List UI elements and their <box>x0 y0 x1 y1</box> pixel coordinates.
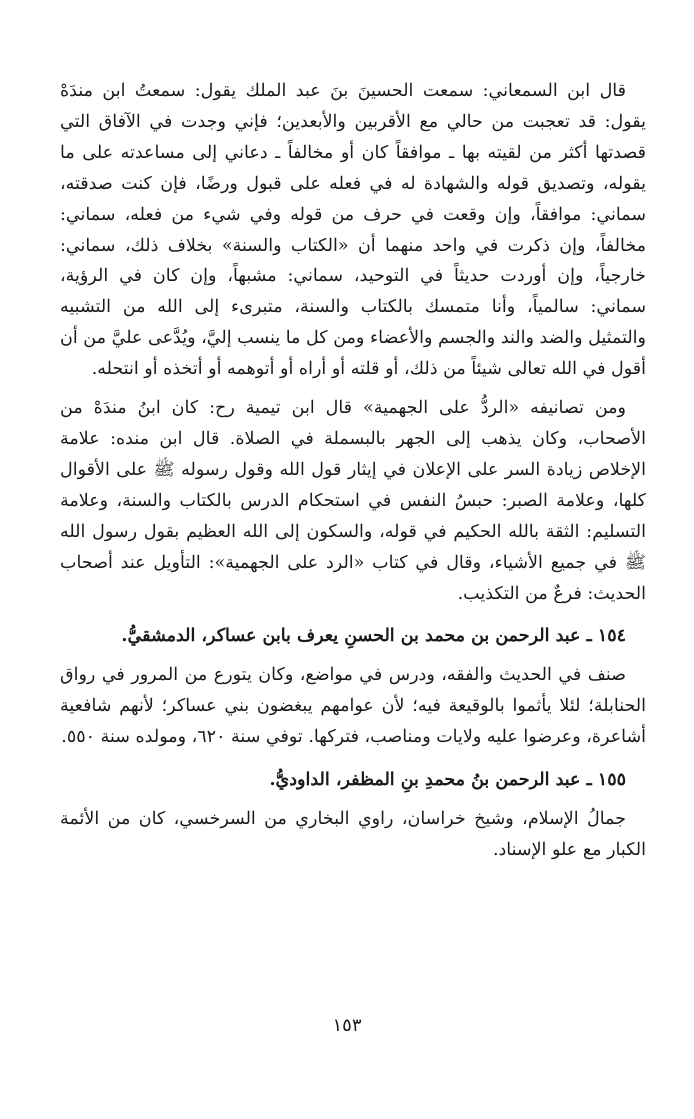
page-number: ١٥٣ <box>332 1015 362 1036</box>
entry-text-154: صنف في الحديث والفقه، ودرس في مواضع، وكان يتورع من المرور في رواق الحنابلة؛ لئلا يأثموا بالوقيعة فيه؛ لأن عوامهم يبغضون بني عساكر؛ لأنهم شافعية أشاعرة، وعرضوا عليه ولايات ومناصب، فتركها. توفي سنة ٦٢٠، ومولده سنة ٥٥٠. <box>60 665 646 748</box>
paragraph-radd-al-jahmiyya: ومن تصانيفه «الردُّ على الجهمية» قال ابن تيمية رح: كان ابنُ مندَهْ من الأصحاب، وكان يذهب إلى الجهر بالبسملة في الصلاة. قال ابن منده: علامة الإخلاص زيادة السر على الإعلان في إيثار قول الله وقول رسوله ﷺ على الأقوال كلها، وعلامة الصبر: حبسُ النفس في استحكام الدرس بالكتاب والسنة، وعلامة التسليم: الثقة بالله الحكيم في قوله، والسكون إلى الله العظيم بقول رسول الله ﷺ في جميع الأشياء، وقال في كتاب «الرد على الجهمية»: التأويل عند أصحاب الحديث: فرعٌ من التكذيب. <box>60 398 646 604</box>
entry-heading-154: ١٥٤ ـ عبد الرحمن بن محمد بن الحسنِ يعرف بابن عساكر، الدمشقيُّ. <box>121 626 626 647</box>
entry-text-155: جمالُ الإسلام، وشيخ خراسان، راوي البخاري من السرخسي، كان من الأئمة الكبار مع علو الإسناد. <box>60 809 646 861</box>
paragraph-ibn-samani-quote: قال ابن السمعاني: سمعت الحسينَ بنَ عبد الملك يقول: سمعتُ ابن مندَهْ يقول: قد تعجبت من حالي مع الأقربين والأبعدين؛ فإني وجدت في الآفاق التي قصدتها أكثر من لقيته بها ـ موافقاً كان أو مخالفاً ـ دعاني إلى مساعدته على ما يقوله، وتصديق قوله والشهادة له في فعله على قبول ورضًا، فإن كنت صدقته، سماني: موافقاً، وإن وقعت في حرف من قوله وفي شيء من فعله، سماني: مخالفاً، وإن ذكرت في واحد منهما أن «الكتاب والسنة» بخلاف ذلك، سماني: خارجياً، وإن أوردت حديثاً في التوحيد، سماني: مشبهاً، وإن كان في الرؤية، سماني: سالمياً، وأنا متمسك بالكتاب والسنة، متبرىء إلى الله من التشبيه والتمثيل والضد والند والجسم والأعضاء ومن كل ما ينسب إليَّ، ويُدَّعى عليَّ من أن أقول في الله تعالى شيئاً من ذلك، أو قلته أو أراه أو أتوهمه أو أتخذه أو انتحله. <box>60 81 646 380</box>
page-body <box>60 76 646 866</box>
entry-heading-155: ١٥٥ ـ عبد الرحمن بنُ محمدِ بنِ المظفر، الداوديُّ. <box>269 770 626 791</box>
